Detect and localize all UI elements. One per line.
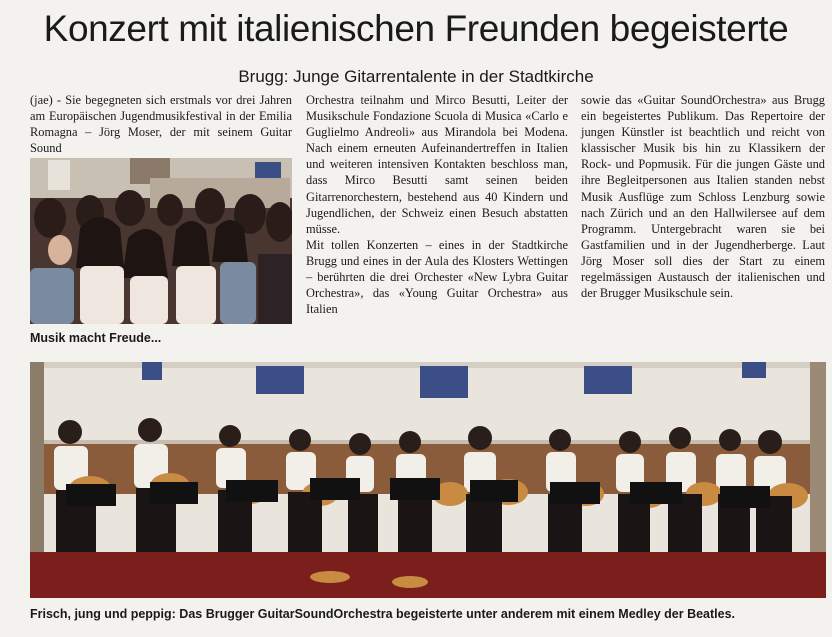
photo2-caption: Frisch, jung und peppig: Das Brugger GuitarSoundOrchestra begeisterte unter anderem mit einem Medley der Beatles. [30, 607, 736, 621]
headline: Konzert mit italienischen Freunden begeisterte [43, 8, 789, 49]
article-paragraph: sowie das «Guitar SoundOrchestra» aus Brugg ein begeistertes Publikum. Das Repertoire der jungen Künstler ist beachtlich und reicht von klassischer Musik bis hin zu Klassikern der Rock- und Popmusik. Für die jungen Gäste und ihre Begleitpersonen aus Italien standen nebst Musik Ausflüge zum Schloss Lenzburg sowie nach Zürich und an den Hallwilersee auf dem Programm. Untergebracht waren sie bei Gastfamilien und in der Jugendherberge. Laut Jörg Moser soll dies der Start zu einem regelmässigen Austausch der italienischen und der Brugger Musikschule sein. [581, 93, 825, 301]
article-column-3 [581, 92, 825, 301]
photo1-caption: Musik macht Freude... [30, 331, 162, 345]
orchestra-photo [30, 362, 826, 598]
article-intro: (jae) - Sie begegneten sich erstmals vor drei Jahren am Europäischen Jugendmusikfestival in der Emilia Romagna – Jörg Moser, der mit seinem Guitar Sound [30, 93, 292, 156]
subheadline: Brugg: Junge Gitarrentalente in der Stadtkirche [238, 67, 594, 86]
article-column-2 [306, 92, 568, 317]
audience-photo [30, 158, 292, 324]
orchestra-photo-graphic [30, 362, 826, 598]
article-paragraph: Orchestra teilnahm und Mirco Besutti, Leiter der Musikschule Fondazione Scuola di Musica «Carlo e Guglielmo Andreoli» aus Mirandola bei Modena. Nach einem erneuten Aufeinandertreffen in Italien und weiteren intensiven Kontakten beschloss man, dass Mirco Besutti samt seinen beiden Gitarrenorchestern, bestehend aus 40 Kindern und Jugendlichen, der Schweiz einen Besuch abstatten müsse. [306, 93, 568, 236]
article-column-1 [30, 92, 292, 156]
article-paragraph: Mit tollen Konzerten – eines in der Stadtkirche Brugg und eines in der Aula des Klosters Wettingen – berührten die drei Orchester «New Lybra Guitar Orchestra», das «Young Guitar Orchestra» aus Italien [306, 237, 568, 317]
audience-photo-graphic [30, 158, 292, 324]
